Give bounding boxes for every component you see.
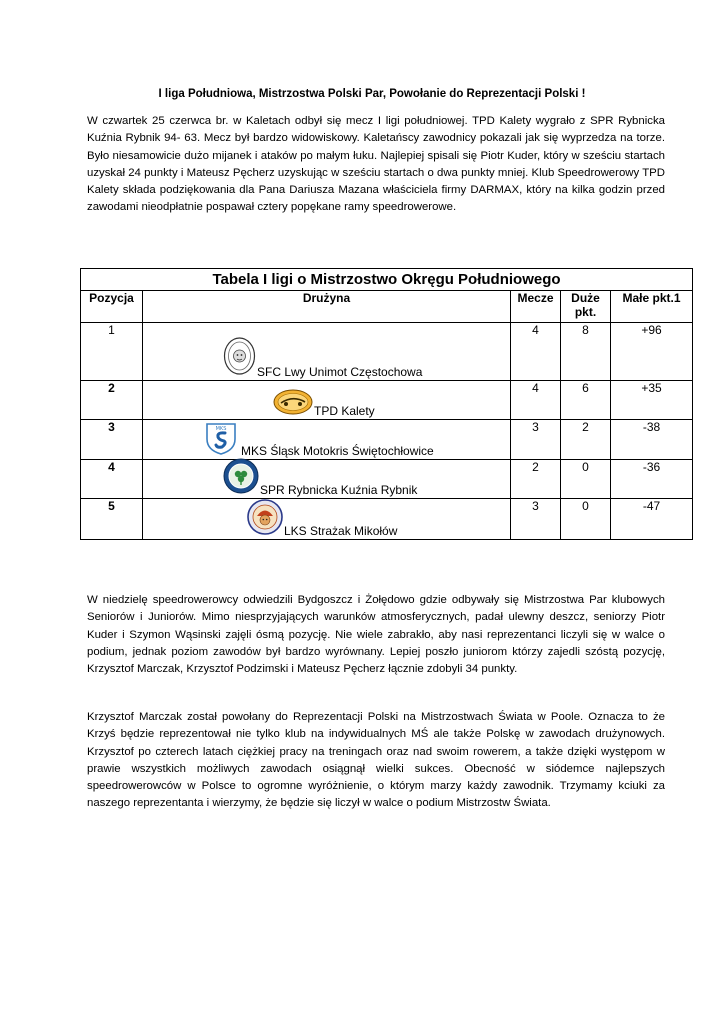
table-caption: Tabela I ligi o Mistrzostwo Okręgu Południowego	[81, 269, 693, 291]
team-name: TPD Kalety	[314, 404, 375, 418]
row-big-points: 0	[561, 499, 611, 540]
row-matches: 3	[511, 499, 561, 540]
paragraph-national-team: Krzysztof Marczak został powołany do Reprezentacji Polski na Mistrzostwach Świata w Poole. Oznacza to że Krzyś będzie reprezentował nie tylko klub na indywidualnych MŚ ale także Polskę w zawodach drużynowych. Krzysztof po czterech latach ciężkiej pracy na treningach oraz nad swoim rowerem, a także dzięki występom w prawie wszystkich możliwych zawodach osiągnął wielki sukces. Obecność w siódemce najlepszych speedrowerowców w Polsce to ogromne wyróżnienie, o którym marzy każdy zawodnik. Trzymamy kciuki za naszego reprezentanta i wierzymy, że będzie się liczył w walce o podium Mistrzostw Świata.	[87, 711, 665, 810]
header-matches: Mecze	[511, 291, 561, 323]
row-position: 2	[81, 381, 143, 420]
team-name: LKS Strażak Mikołów	[284, 524, 398, 538]
header-big-points: Duże pkt.	[561, 291, 611, 323]
table-row	[81, 381, 693, 420]
table-row	[81, 323, 693, 381]
league-table	[80, 268, 693, 540]
table-row	[81, 460, 693, 499]
row-big-points: 8	[561, 323, 611, 381]
team-name: SPR Rybnicka Kuźnia Rybnik	[260, 483, 418, 497]
team-name: SFC Lwy Unimot Częstochowa	[257, 365, 423, 379]
row-matches: 4	[511, 323, 561, 381]
row-matches: 4	[511, 381, 561, 420]
row-position: 4	[81, 460, 143, 499]
firefighter-badge-icon	[247, 499, 283, 538]
table-row	[81, 499, 693, 540]
row-small-points: +35	[611, 381, 693, 420]
row-small-points: +96	[611, 323, 693, 381]
row-matches: 3	[511, 420, 561, 460]
row-big-points: 6	[561, 381, 611, 420]
header-team: Drużyna	[143, 291, 511, 323]
header-small-points: Małe pkt.1	[611, 291, 693, 323]
lion-crest-icon	[223, 336, 256, 379]
svg-text:MKS: MKS	[215, 426, 227, 432]
row-position: 5	[81, 499, 143, 540]
row-small-points: -47	[611, 499, 693, 540]
paragraph-match-report: W czwartek 25 czerwca br. w Kaletach odbył się mecz I ligi południowej. TPD Kalety wygrało z SPR Rybnicka Kuźnia Rybnik 94- 63. Mecz był bardzo widowiskowy. Kaletańscy zawodnicy pokazali jak się wyprzedza na torze. Było niesamowicie dużo mijanek i ataków po małym łuku. Najlepiej spisali się Piotr Kuder, który w sześciu startach uzyskał 24 punkty i Mateusz Pęcherz uzyskując w sześciu startach o dwa punkty mniej. Klub Speedrowerowy TPD Kalety składa podziękowania dla Pana Dariusza Mazana właściciela firmy DARMAX, który na kilka godzin przed zawodami nieodpłatnie pospawał cztery popękane ramy speedrowerowe.	[87, 115, 665, 214]
rybnik-round-badge-icon	[223, 458, 259, 497]
mks-shield-icon	[204, 421, 238, 458]
row-position: 3	[81, 420, 143, 460]
tpd-kalety-logo-icon	[273, 389, 313, 418]
row-big-points: 2	[561, 420, 611, 460]
row-matches: 2	[511, 460, 561, 499]
article-title: I liga Południowa, Mistrzostwa Polski Par, Powołanie do Reprezentacji Polski !	[158, 88, 586, 100]
row-small-points: -38	[611, 420, 693, 460]
row-small-points: -36	[611, 460, 693, 499]
team-name: MKS Śląsk Motokris Świętochłowice	[241, 444, 434, 458]
header-position: Pozycja	[81, 291, 143, 323]
table-row	[81, 420, 693, 460]
row-position: 1	[81, 323, 143, 381]
row-big-points: 0	[561, 460, 611, 499]
paragraph-pairs-championship: W niedzielę speedrowerowcy odwiedzili Bydgoszcz i Żołędowo gdzie odbywały się Mistrzostwa Par klubowych Seniorów i Juniorów. Mimo niesprzyjających warunków atmosferycznych, padał ulewny deszcz, seniorzy Piotr Kuder i Szymon Wąsinski zajęli ósmą pozycję. Nie wiele zabrakło, aby nasi reprezentanci liczyli się w walce o podium, jednak poziom zawodów był bardzo wyrównany. Lepiej poszło juniorom którzy zajedli szóstą pozycję, Krzysztof Marczak, Krzysztof Podzimski i Mateusz Pęcherz łącznie zdobyli 34 punkty.	[87, 594, 665, 676]
